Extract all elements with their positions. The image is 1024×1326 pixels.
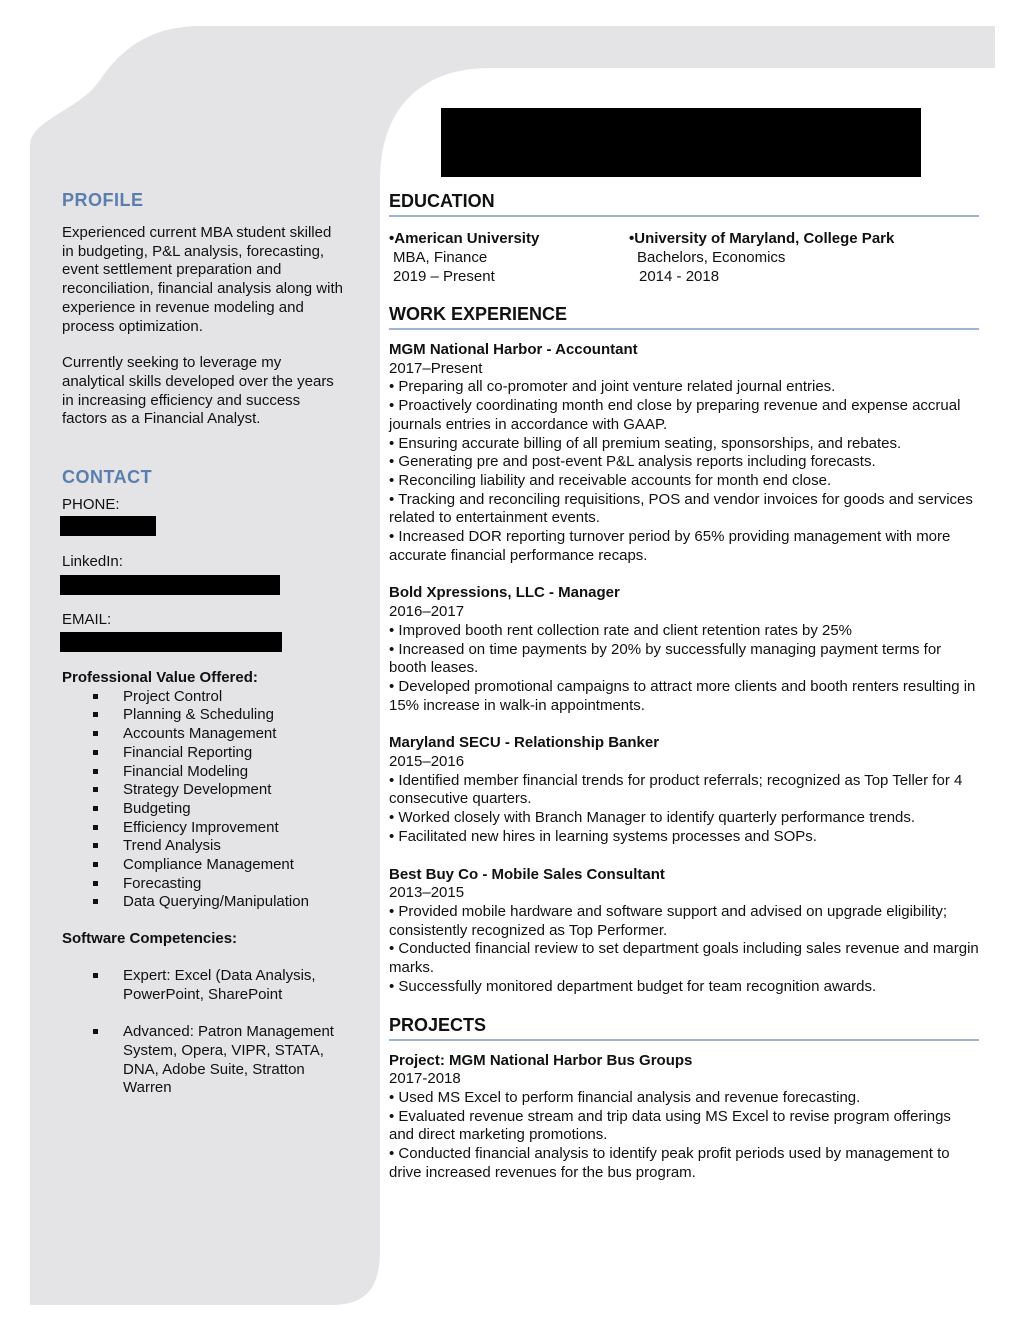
profile-objective: Currently seeking to leverage my analytical skills developed over the years in increasing efficiency and success factors as a Financial Analyst. <box>62 354 334 428</box>
bullet-icon <box>93 731 98 736</box>
job-bullet: • Identified member financial trends for product referrals; recognized as Top Teller for 4 consecutive quarters. <box>389 771 963 808</box>
list-item: Project Control <box>62 688 347 707</box>
job-entry <box>389 341 979 565</box>
job-bullet: • Conducted financial review to set department goals including sales revenue and margin marks. <box>389 940 979 977</box>
bullet-icon <box>93 881 98 886</box>
job-bullet: • Provided mobile hardware and software support and advised on upgrade eligibility; consistently recognized as Top Performer. <box>389 902 948 939</box>
phone-redaction <box>60 516 156 536</box>
contact-heading: CONTACT <box>62 467 153 488</box>
bullet-icon <box>93 843 98 848</box>
software-list <box>62 967 347 1098</box>
education-heading: EDUCATION <box>389 190 979 217</box>
profile-heading: PROFILE <box>62 190 144 210</box>
job-title: Best Buy Co - Mobile Sales Consultant <box>389 865 665 883</box>
job-title: MGM National Harbor - Accountant <box>389 341 638 358</box>
list-item: Compliance Management <box>62 856 347 875</box>
job-entry <box>389 584 979 715</box>
value-list <box>62 688 347 912</box>
main-content <box>389 190 979 1182</box>
school-name: •University of Maryland, College Park <box>629 230 895 247</box>
job-bullet: • Increased on time payments by 20% by successfully managing payment terms for booth leases. <box>389 640 942 677</box>
project-entry <box>389 1052 979 1183</box>
list-item: Financial Modeling <box>62 763 347 782</box>
list-item: Planning & Scheduling <box>62 706 347 725</box>
job-years: 2017–Present <box>389 359 483 377</box>
job-bullet: • Ensuring accurate billing of all premium seating, sponsorships, and rebates. <box>389 434 902 452</box>
list-item: Accounts Management <box>62 725 347 744</box>
bullet-icon <box>93 899 98 904</box>
job-entry <box>389 734 979 846</box>
list-item: Expert: Excel (Data Analysis, PowerPoint, SharePoint <box>62 967 347 1004</box>
projects-heading: PROJECTS <box>389 1014 979 1041</box>
job-bullet: • Tracking and reconciling requisitions, POS and vendor invoices for goods and services related to entertainment events. <box>389 490 973 527</box>
job-title: Bold Xpressions, LLC - Manager <box>389 584 620 602</box>
list-item: Advanced: Patron Management System, Opera, VIPR, STATA, DNA, Adobe Suite, Stratton Warren <box>62 1023 347 1098</box>
job-bullet: • Successfully monitored department budget for team recognition awards. <box>389 977 877 995</box>
degree: Bachelors, Economics <box>637 249 786 266</box>
education-list <box>389 229 979 286</box>
job-bullet: • Improved booth rent collection rate and client retention rates by 25% <box>389 621 853 639</box>
job-years: 2015–2016 <box>389 753 465 771</box>
software-heading: Software Competencies: <box>62 930 238 948</box>
linkedin-label: LinkedIn: <box>62 553 123 571</box>
list-item: Forecasting <box>62 875 347 894</box>
linkedin-redaction <box>60 575 280 595</box>
email-label: EMAIL: <box>62 611 112 629</box>
list-item: Efficiency Improvement <box>62 819 347 838</box>
value-heading: Professional Value Offered: <box>62 669 258 687</box>
job-bullet: • Preparing all co-promoter and joint venture related journal entries. <box>389 378 836 396</box>
job-bullet: • Generating pre and post-event P&L analysis reports including forecasts. <box>389 453 876 471</box>
project-bullet: • Conducted financial analysis to identify peak profit periods used by management to drive increased revenues for the bus program. <box>389 1145 950 1181</box>
bullet-icon <box>93 750 98 755</box>
name-redaction <box>441 108 921 177</box>
bullet-icon <box>93 862 98 867</box>
bullet-icon <box>93 694 98 699</box>
list-item: Budgeting <box>62 800 347 819</box>
sidebar <box>62 190 347 1098</box>
bullet-icon <box>93 973 98 978</box>
list-item: Trend Analysis <box>62 837 347 856</box>
years: 2019 – Present <box>393 268 495 285</box>
job-bullet: • Developed promotional campaigns to attract more clients and booth renters resulting in 15% increase in walk-in appointments. <box>389 677 976 714</box>
degree: MBA, Finance <box>393 249 488 266</box>
job-bullet: • Facilitated new hires in learning systems processes and SOPs. <box>389 827 817 845</box>
bullet-icon <box>93 1029 98 1034</box>
education-entry <box>629 229 894 286</box>
job-bullet: • Proactively coordinating month end close by preparing revenue and expense accrual journals entries in accordance with GAAP. <box>389 397 961 433</box>
education-entry <box>389 229 629 286</box>
job-bullet: • Worked closely with Branch Manager to identify quarterly performance trends. <box>389 809 916 827</box>
years: 2014 - 2018 <box>639 268 720 285</box>
job-years: 2013–2015 <box>389 884 465 902</box>
bullet-icon <box>93 787 98 792</box>
bullet-icon <box>93 806 98 811</box>
list-item: Financial Reporting <box>62 744 347 763</box>
bullet-icon <box>93 712 98 717</box>
project-bullet: • Evaluated revenue stream and trip data using MS Excel to revise program offerings and direct marketing promotions. <box>389 1107 951 1144</box>
job-title: Maryland SECU - Relationship Banker <box>389 734 660 752</box>
project-years: 2017-2018 <box>389 1070 461 1088</box>
email-redaction <box>60 632 282 652</box>
phone-label: PHONE: <box>62 496 120 514</box>
school-name: •American University <box>389 230 540 247</box>
list-item: Data Querying/Manipulation <box>62 893 347 912</box>
bullet-icon <box>93 825 98 830</box>
profile-text: Experienced current MBA student skilled in budgeting, P&L analysis, forecasting, event settlement preparation and reconciliation, financial analysis along with experience in revenue modeling and process optimization. <box>62 224 343 335</box>
work-heading: WORK EXPERIENCE <box>389 303 979 330</box>
bullet-icon <box>93 769 98 774</box>
job-entry <box>389 866 979 997</box>
job-bullet: • Reconciling liability and receivable accounts for month end close. <box>389 471 832 489</box>
list-item: Strategy Development <box>62 781 347 800</box>
job-years: 2016–2017 <box>389 603 465 621</box>
project-bullet: • Used MS Excel to perform financial analysis and revenue forecasting. <box>389 1088 861 1106</box>
job-bullet: • Increased DOR reporting turnover period by 65% providing management with more accurate financial performance recaps. <box>389 528 951 564</box>
project-title: Project: MGM National Harbor Bus Groups <box>389 1051 693 1069</box>
